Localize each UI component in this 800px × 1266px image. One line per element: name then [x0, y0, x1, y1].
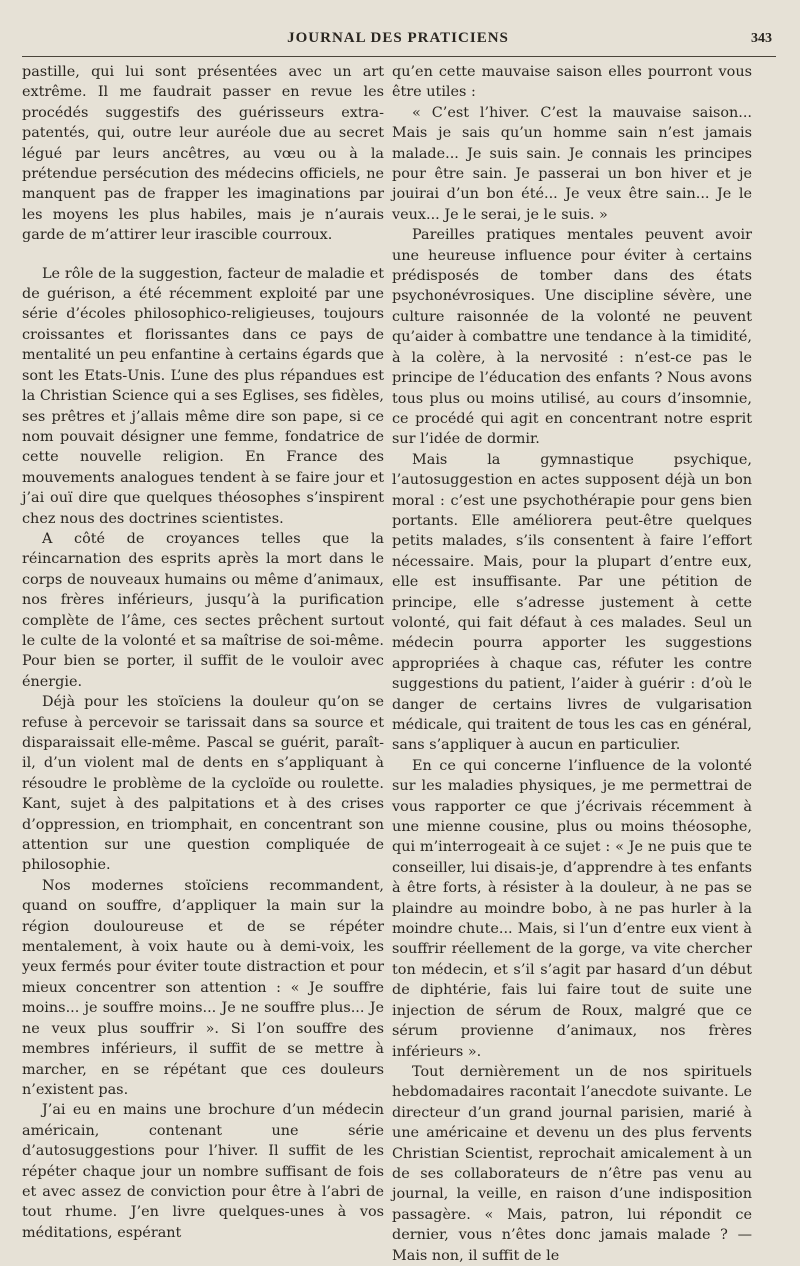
- paragraph: pastille, qui lui sont présentées avec un art extrême. Il me faudrait passer en revue les procédés suggestifs des guérisseurs extra-patentés, qui, outre leur auréole due au secret légué par leurs ancêtres, au vœu ou à la prétendue persécution des médecins officiels, ne manquent pas de frapper les imaginations par les moyens les plus habiles, mais je n’aurais garde de m’attirer leur irascible courroux.: [22, 64, 384, 244]
- paragraph: J’ai eu en mains une brochure d’un médecin américain, contenant une série d’autosuggestions pour l’hiver. Il suffit de les répéter chaque jour un nombre suffisant de fois et avec assez de conviction pour être à l’abri de tout rhume. J’en livre quelques-unes à vos méditations, espérant: [22, 1102, 384, 1241]
- paragraph: Mais la gymnastique psychique, l’autosuggestion en actes supposent déjà un bon moral : c’est une psychothérapie pour gens bien portants. Elle améliorera peut-être quelques petits malades, s’ils consentent à faire l’effort nécessaire. Mais, pour la plupart d’entre eux, elle est insuffisante. Par une pétition de principe, elle s’adresse justement à cette volonté, qui fait défaut à ces malades. Seul un médecin pourra apporter les suggestions appropriées à chaque cas, réfuter les contre suggestions du patient, l’aider à guérir : d’où le danger de certains livres de vulgarisation médicale, qui traitent de tous les cas en général, sans s’appliquer à aucun en particulier.: [392, 451, 752, 754]
- page-header: [24, 30, 772, 50]
- paragraph: Déjà pour les stoïciens la douleur qu’on se refuse à percevoir se tarissait dans sa source et disparaissait elle-même. Pascal se guérit, paraît-il, d’un violent mal de dents en s’appliquant à résoudre le problème de la cycloïde ou roulette. Kant, sujet à des palpitations et à des crises d’oppression, en triomphait, en concentrant son attention sur une question compliquée de philosophie.: [22, 694, 384, 874]
- paragraph: qu’en cette mauvaise saison elles pourront vous être utiles :: [392, 64, 752, 101]
- right-column: [392, 62, 752, 1264]
- paragraph: Nos modernes stoïciens recommandent, quand on souffre, d’appliquer la main sur la région douloureuse et de se répéter mentalement, à voix haute ou à demi-voix, les yeux fermés pour éviter toute distraction et pour mieux concentrer son attention : « Je souffre moins... je souffre moins... Je ne souffre plus... Je ne veux plus souffrir ». Si l’on souffre des membres inférieurs, il suffit de se mettre à marcher, en se répétant que ces douleurs n’existent pas.: [22, 877, 384, 1098]
- paragraph: En ce qui concerne l’influence de la volonté sur les maladies physiques, je me permettrai de vous rapporter ce que j’écrivais récemment à une mienne cousine, plus ou moins théosophe, qui m’interrogeait à ce sujet : « Je ne puis que te conseiller, lui disais-je, d’apprendre à tes enfants à être forts, à résister à la douleur, à ne pas se plaindre au moindre bobo, à ne pas hurler à la moindre chute... Mais, si l’un d’entre eux vient à souffrir réellement de la gorge, va vite chercher ton médecin, et s’il s’agit par hasard d’un début de diphtérie, fais lui faire tout de suite une injection de sérum de Roux, malgré que ce sérum provienne d’animaux, nos frères inférieurs ».: [392, 757, 752, 1060]
- paragraph: Pareilles pratiques mentales peuvent avoir une heureuse influence pour éviter à certains prédisposés de tomber dans des états psychonévrosiques. Une discipline sévère, une culture raisonnée de la volonté ne peuvent qu’aider à combattre une tendance à la timidité, à la colère, à la nervosité : n’est-ce pas le principe de l’éducation des enfants ? Nous avons tous plus ou moins utilisé, au cours d’insomnie, ce procédé qui agit en concentrant notre esprit sur l’idée de dormir.: [392, 227, 752, 448]
- paragraph: « C’est l’hiver. C’est la mauvaise saison... Mais je sais qu’un homme sain n’est jamais malade... Je suis sain. Je connais les principes pour être sain. Je passerai un bon hiver et je jouirai d’un bon été... Je veux être sain... Je le veux... Je le serai, je le suis. »: [392, 104, 752, 223]
- page-number: 343: [751, 31, 772, 46]
- header-rule: [22, 56, 776, 57]
- paragraph: A côté de croyances telles que la réincarnation des esprits après la mort dans le corps de nouveaux humains ou même d’animaux, nos frères inférieurs, jusqu’à la purification complète de l’âme, ces sectes prêchent surtout le culte de la volonté et sa maîtrise de soi-même. Pour bien se porter, il suffit de le vouloir avec énergie.: [22, 530, 384, 690]
- journal-title: JOURNAL DES PRATICIENS: [287, 30, 509, 46]
- left-column: [22, 62, 384, 1241]
- paragraph: Le rôle de la suggestion, facteur de maladie et de guérison, a été récemment exploité par une série d’écoles philosophico-religieuses, toujours croissantes et florissantes dans ce pays de mentalité un peu enfantine à certains égards que sont les Etats-Unis. L’une des plus répandues est la Christian Science qui a ses Eglises, ses fidèles, ses prêtres et j’allais même dire son pape, si ce nom pouvait désigner une femme, fondatrice de cette nouvelle religion. En France des mouvements analogues tendent à se faire jour et j’ai ouï dire que quelques théosophes s’inspirent chez nous des doctrines scientistes.: [22, 265, 384, 527]
- paragraph: Tout dernièrement un de nos spirituels hebdomadaires racontait l’anecdote suivante. Le directeur d’un grand journal parisien, marié à une américaine et devenu un des plus fervents Christian Scientist, reprochait amicalement à un de ses collaborateurs de n’être pas venu au journal, la veille, en raison d’une indisposition passagère. « Mais, patron, lui répondit ce dernier, vous n’êtes donc jamais malade ? — Mais non, il suffit de le: [392, 1063, 752, 1264]
